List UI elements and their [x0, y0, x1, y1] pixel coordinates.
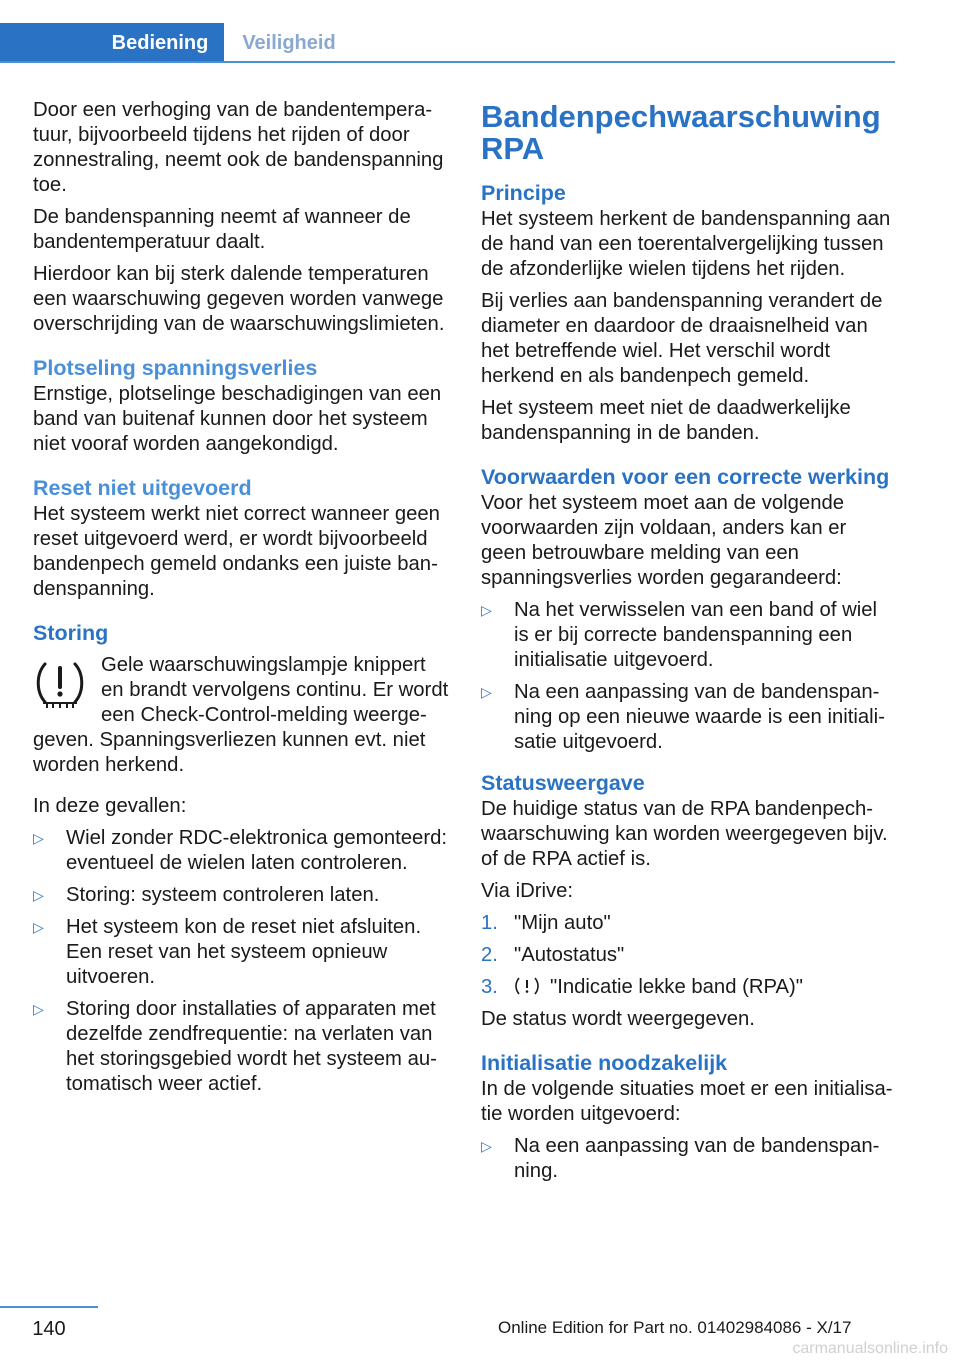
heading-storing: Storing: [33, 621, 109, 645]
tire-pressure-warning-icon: [33, 656, 87, 710]
list-item: 3. "Indicatie lekke band (RPA)": [481, 976, 804, 998]
list-item: ▷ Storing: systeem controleren laten.: [33, 884, 380, 906]
paragraph: Het systeem meet niet de daadwerkelijke bandenspanning in de banden.: [481, 397, 851, 444]
heading-principe: Principe: [481, 181, 566, 205]
tab-bediening[interactable]: Bediening: [0, 23, 224, 61]
list-item: ▷ Na het verwisselen van een band of wiel is er bij correcte bandenspanning een initialisatie uitgevoerd.: [481, 599, 878, 671]
tab-veiligheid[interactable]: Veiligheid: [242, 32, 336, 54]
triangle-right-icon: ▷: [33, 830, 44, 846]
paragraph: In de volgende situaties moet er een initialisatie worden uitgevoerd:: [481, 1078, 893, 1125]
list-item: 1. "Mijn auto": [481, 912, 611, 934]
storing-case-list: [33, 826, 453, 1097]
paragraph: De huidige status van de RPA bandenpechwaarschuwing kan worden weergegeven bijv. of de RPA actief is.: [481, 798, 888, 870]
heading-plotseling-spanningsverlies: Plotseling spanningsverlies: [33, 356, 318, 380]
chapter-tabbar: [0, 23, 895, 63]
right-column: [481, 98, 895, 1191]
paragraph: Via iDrive:: [481, 880, 574, 902]
list-item: ▷ Wiel zonder RDC-elektronica gemonteerd: eventueel de wielen laten controleren.: [33, 827, 447, 874]
list-item: ▷ Na een aanpassing van de bandenspanning op een nieuwe waarde is een initialisatie uitgevoerd.: [481, 681, 885, 753]
page-number: 140: [0, 1306, 98, 1341]
paragraph: Hierdoor kan bij sterk dalende temperaturen een waarschuwing gegeven worden vanwege overschrijding van de waarschuwingslimieten.: [33, 263, 445, 335]
triangle-right-icon: ▷: [481, 602, 492, 618]
voorwaarden-list: [481, 598, 895, 755]
heading-reset-niet-uitgevoerd: Reset niet uitgevoerd: [33, 476, 252, 500]
heading-voorwaarden: Voorwaarden voor een correcte werking: [481, 465, 890, 489]
heading-statusweergave: Statusweergave: [481, 771, 645, 795]
triangle-right-icon: ▷: [481, 1138, 492, 1154]
paragraph: Het systeem werkt niet correct wanneer geen reset uitgevoerd werd, er wordt bijvoorbeeld bandenpech gemeld ondanks een juiste bandenspanning.: [33, 503, 440, 600]
list-item: ▷ Storing door installaties of apparaten met dezelfde zendfrequentie: na verlaten van het storingsgebied wordt het systeem automatisch weer actief.: [33, 998, 437, 1095]
left-column: [33, 98, 453, 1104]
paragraph: Door een verhoging van de bandentemperatuur, bijvoorbeeld tijdens het rijden of door zonnestraling, neemt ook de bandenspanning toe.: [33, 99, 444, 196]
initialisatie-list: [481, 1134, 895, 1184]
triangle-right-icon: ▷: [33, 1001, 44, 1017]
warning-text: Gele waarschuwingslampje knippert en brandt vervolgens continu. Er wordt een Check-Control-melding weergegeven. Spanningsverliezen kunnen evt. niet worden herkend.: [33, 654, 449, 776]
triangle-right-icon: ▷: [33, 919, 44, 935]
triangle-right-icon: ▷: [481, 684, 492, 700]
idrive-steps: [481, 911, 895, 1000]
warning-block: [33, 653, 453, 778]
heading-initialisatie: Initialisatie noodzakelijk: [481, 1051, 728, 1075]
watermark: carmanualsonline.info: [792, 1340, 948, 1357]
paragraph: Het systeem herkent de bandenspanning aan de hand van een toerentalvergelijking tussen de afzonderlijke wielen tijdens het rijden.: [481, 208, 891, 280]
paragraph: De bandenspanning neemt af wanneer de bandentemperatuur daalt.: [33, 206, 411, 253]
paragraph: Voor het systeem moet aan de volgende voorwaarden zijn voldaan, anders kan er geen betrouwbare melding van een spanningsverlies worden gegarandeerd:: [481, 492, 847, 589]
edition-footer: Online Edition for Part no. 01402984086 - X/17: [498, 1318, 852, 1337]
paragraph: In deze gevallen:: [33, 795, 187, 817]
triangle-right-icon: ▷: [33, 887, 44, 903]
paragraph: Bij verlies aan bandenspanning verandert de diameter en daardoor de draaisnelheid van het betreffende wiel. Het verschil wordt herkend en als bandenpech gemeld.: [481, 290, 883, 387]
section-title: Bandenpechwaarschuwing RPA: [481, 99, 881, 166]
tire-pressure-warning-icon: [514, 976, 540, 996]
paragraph: Ernstige, plotselinge beschadigingen van een band van buitenaf kunnen door het systeem niet vooraf worden aangekondigd.: [33, 383, 442, 455]
list-item: ▷ Na een aanpassing van de bandenspanning.: [481, 1135, 880, 1182]
list-item: ▷ Het systeem kon de reset niet afsluiten. Een reset van het systeem opnieuw uitvoeren.: [33, 916, 422, 988]
paragraph: De status wordt weergegeven.: [481, 1008, 755, 1030]
list-item: 2. "Autostatus": [481, 944, 625, 966]
